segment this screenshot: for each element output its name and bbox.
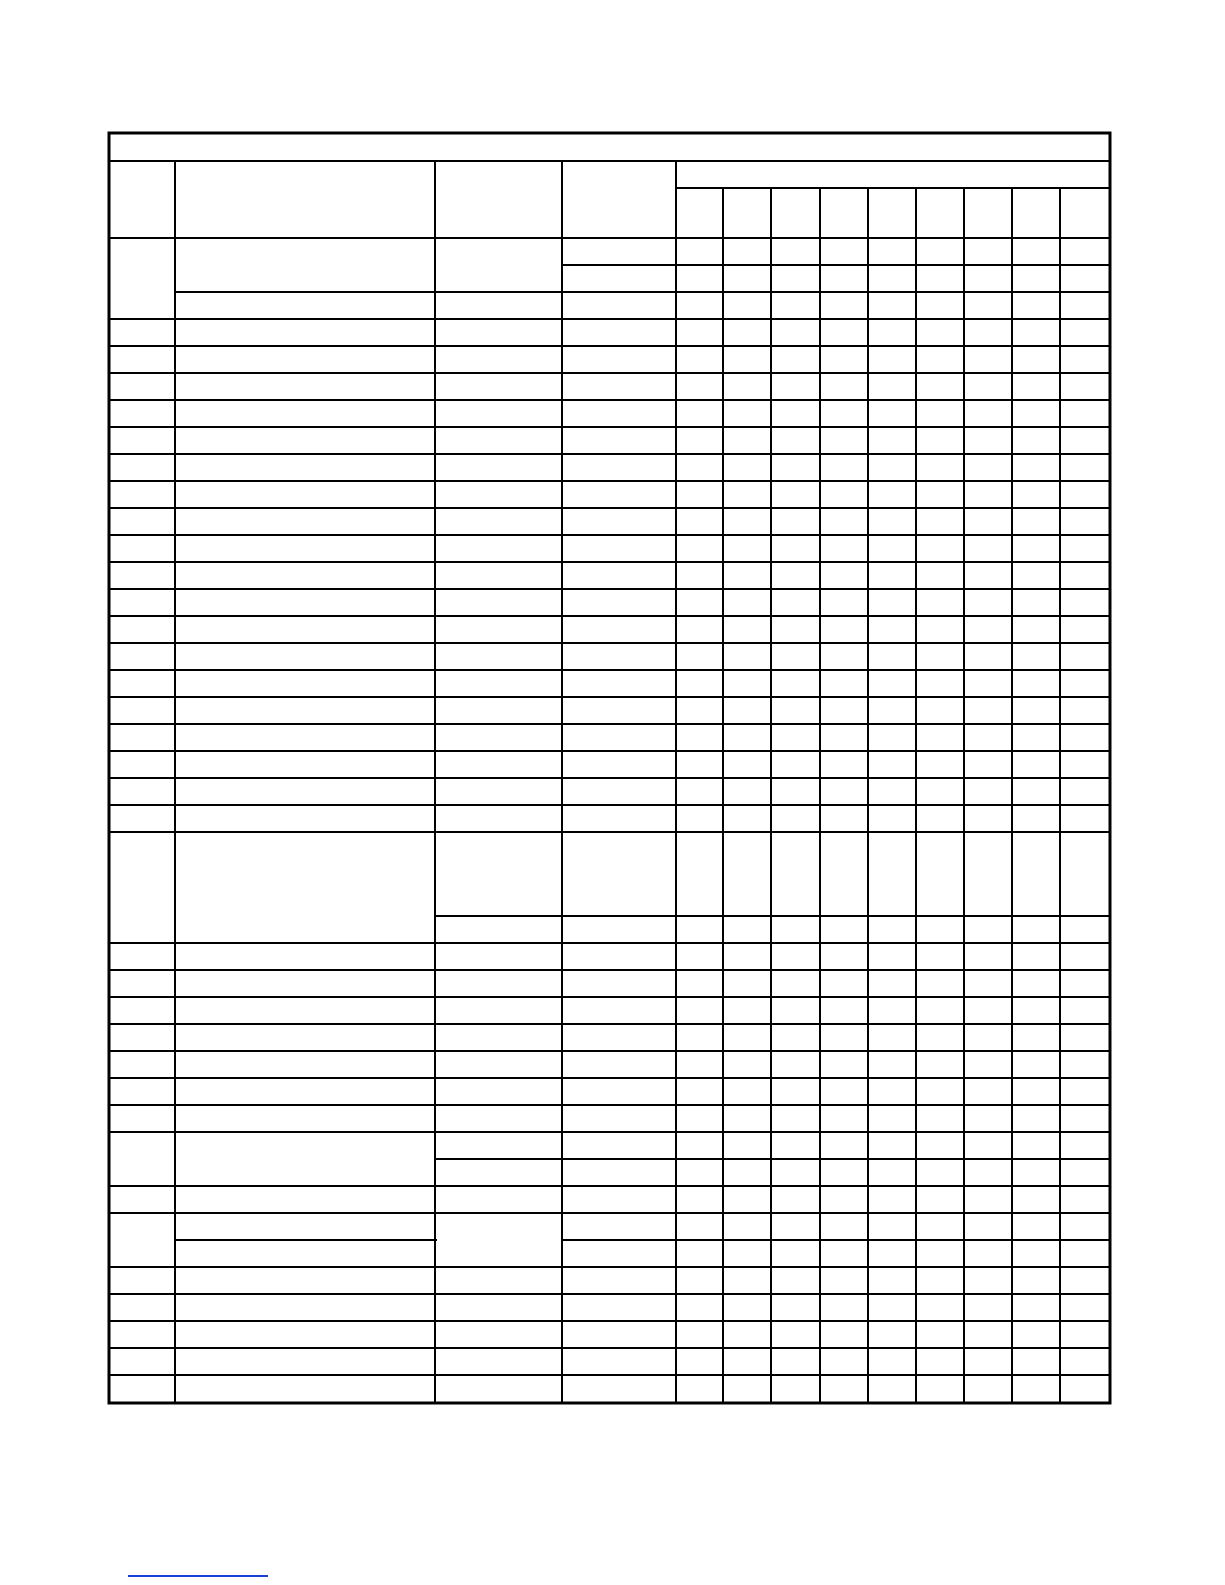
footer-link-underline[interactable] [128, 1575, 268, 1577]
merged-cell-mask [437, 1238, 561, 1242]
